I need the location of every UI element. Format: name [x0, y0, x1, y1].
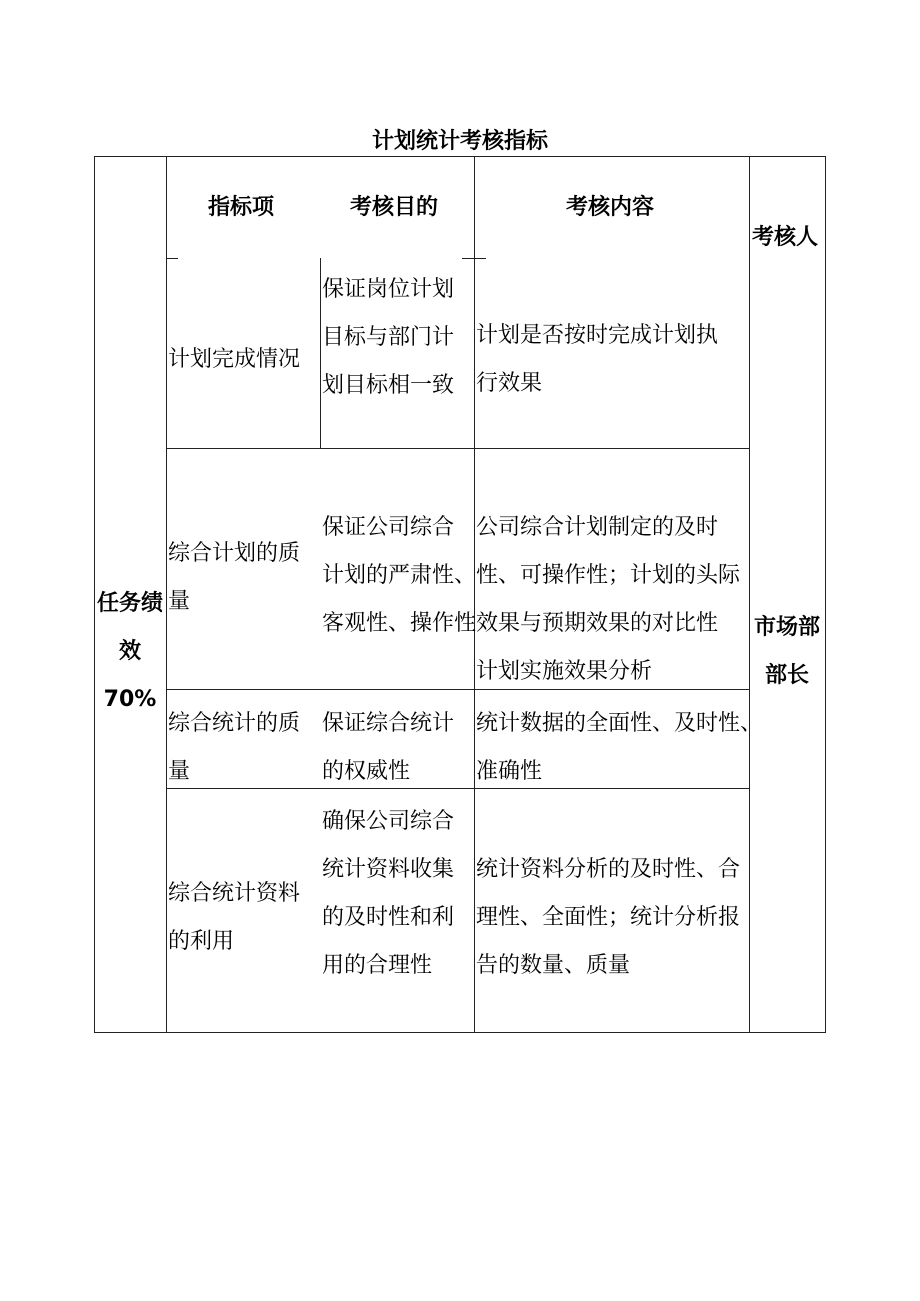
- row2-content-line-2: 性、可操作性；计划的头际: [476, 563, 741, 588]
- row4-item-line-2: 的利用: [168, 929, 235, 954]
- row-divider-1: [166, 448, 749, 449]
- category-label: [94, 580, 166, 724]
- row2-item: [168, 530, 300, 626]
- row4-purpose-line-4: 用的合理性: [322, 953, 433, 978]
- row2-purpose-line-1: 保证公司综合: [322, 515, 455, 540]
- assessor-label: [749, 604, 825, 700]
- row1-item: [168, 336, 300, 384]
- row2-content-line-1: 公司综合计划制定的及时: [476, 515, 719, 540]
- category-line-2: 效: [118, 639, 141, 664]
- row4-content-line-3: 告的数量、质量: [476, 953, 631, 978]
- row2-item-line-1: 综合计划的质: [168, 541, 301, 566]
- table-border-top: [94, 156, 826, 157]
- header-item: 指标项: [208, 195, 275, 220]
- assessor-line-2: 部长: [764, 663, 809, 688]
- col-divider-4: [749, 156, 750, 1033]
- row1-purpose: [322, 266, 454, 410]
- table-border-right: [825, 156, 826, 1033]
- row1-purpose-line-1: 保证岗位计划: [322, 277, 455, 302]
- header-content: 考核内容: [566, 195, 655, 220]
- row2-item-line-2: 量: [168, 589, 191, 614]
- row4-purpose-line-2: 统计资料收集: [322, 857, 455, 882]
- row4-purpose-line-1: 确保公司综合: [322, 809, 455, 834]
- header-purpose: 考核目的: [350, 195, 439, 220]
- col-divider-2: [320, 258, 321, 448]
- row4-purpose-line-3: 的及时性和利: [322, 905, 455, 930]
- row3-purpose-line-1: 保证综合统计: [322, 711, 455, 736]
- row3-purpose-line-2: 的权威性: [322, 759, 411, 784]
- row2-purpose-line-3: 客观性、操作性: [322, 611, 477, 636]
- row2-content-line-4: 计划实施效果分析: [476, 659, 653, 684]
- row4-purpose: [322, 798, 454, 990]
- col-divider-1: [166, 156, 167, 1033]
- row1-purpose-line-2: 目标与部门计: [322, 325, 455, 350]
- row3-content-line-1: 统计数据的全面性、及时性、: [476, 711, 763, 736]
- row3-item-line-1: 综合统计的质: [168, 711, 301, 736]
- row1-content: [476, 312, 718, 408]
- page-title: 计划统计考核指标: [371, 129, 548, 154]
- row3-item: [168, 700, 300, 796]
- row-divider-header-b: [462, 258, 486, 259]
- row3-item-line-2: 量: [168, 759, 191, 784]
- row-divider-header: [166, 258, 178, 259]
- row1-content-line-2: 行效果: [476, 371, 543, 396]
- row4-content: [476, 846, 740, 990]
- header-assessor: 考核人: [752, 225, 819, 250]
- row4-content-line-1: 统计资料分析的及时性、合: [476, 857, 741, 882]
- row1-item-line: 计划完成情况: [168, 347, 301, 372]
- row2-purpose: [322, 504, 476, 648]
- row1-purpose-line-3: 划目标相一致: [322, 373, 455, 398]
- row2-purpose-line-2: 计划的严肃性、: [322, 563, 477, 588]
- row4-item: [168, 870, 300, 966]
- row4-content-line-2: 理性、全面性；统计分析报: [476, 905, 741, 930]
- table-border-bottom: [94, 1032, 826, 1033]
- row3-content-line-2: 准确性: [476, 759, 543, 784]
- assessor-line-1: 市场部: [753, 615, 820, 640]
- row3-purpose: [322, 700, 454, 796]
- row4-item-line-1: 综合统计资料: [168, 881, 301, 906]
- row1-content-line-1: 计划是否按时完成计划执: [476, 323, 719, 348]
- row3-content: [476, 700, 762, 796]
- category-line-3: 70%: [103, 687, 157, 712]
- category-line-1: 任务绩: [96, 591, 163, 616]
- row2-content-line-3: 效果与预期效果的对比性: [476, 611, 719, 636]
- row2-content: [476, 504, 740, 696]
